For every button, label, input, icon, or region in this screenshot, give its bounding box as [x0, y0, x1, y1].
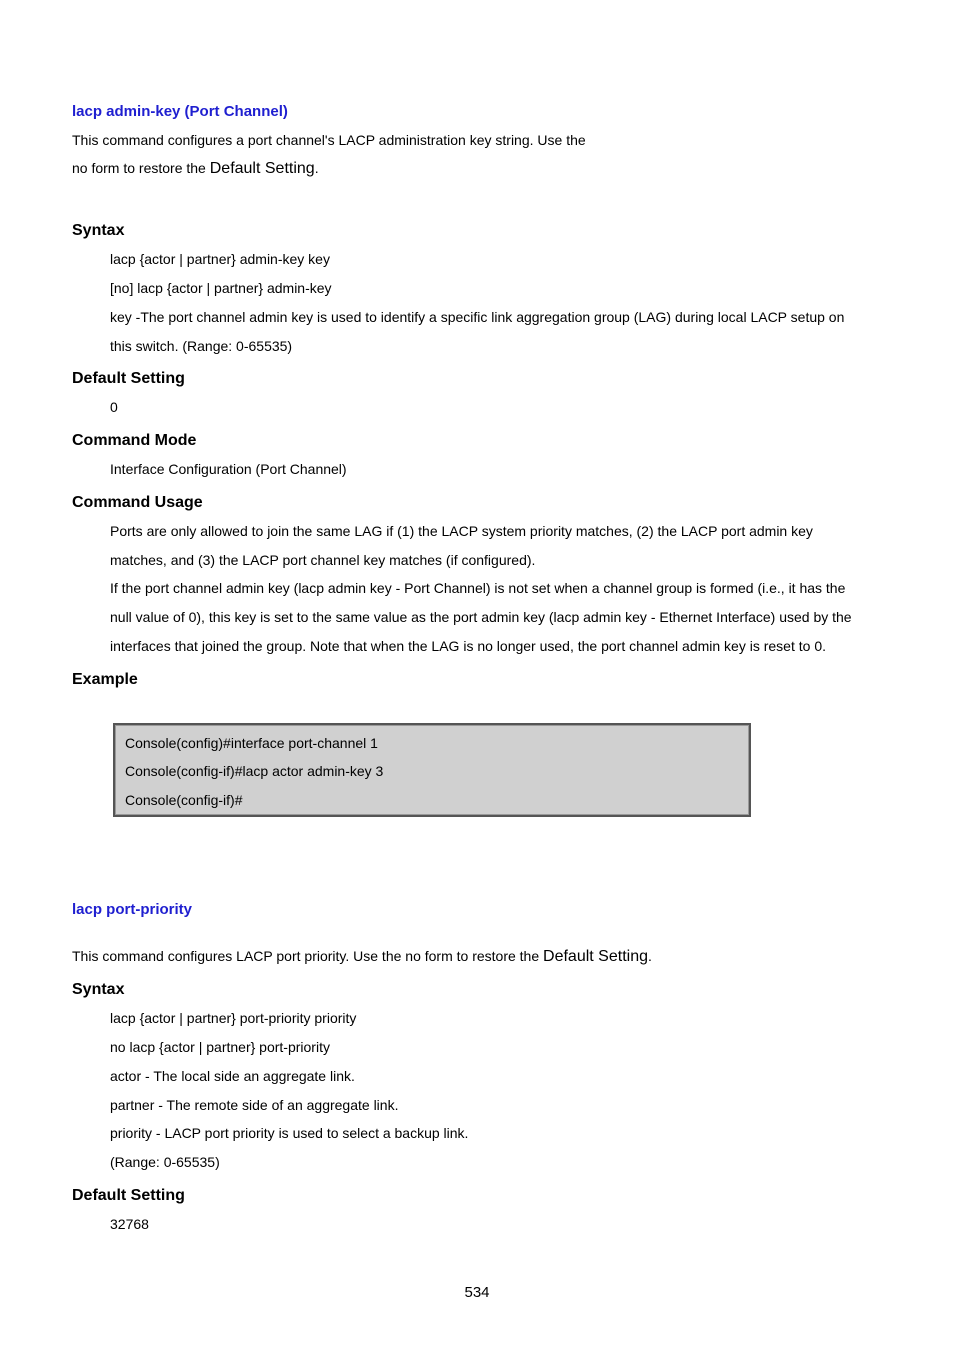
- syntax2-line-2: no lacp {actor | partner} port-priority: [110, 1039, 330, 1055]
- syntax-line-1: lacp {actor | partner} admin-key key: [110, 251, 330, 267]
- page-number: 534: [464, 1284, 490, 1301]
- usage-line-3: If the port channel admin key (lacp admin key - Port Channel) is not set when a channel group is formed (i.e., it has the: [110, 580, 846, 596]
- usage-heading: Command Usage: [72, 494, 203, 511]
- mode-heading: Command Mode: [72, 432, 197, 449]
- default-value-1: 0: [110, 399, 118, 415]
- syntax-heading-2: Syntax: [72, 981, 125, 998]
- syntax2-line-4: partner - The remote side of an aggregate link.: [110, 1097, 399, 1113]
- intro-line-2-b: Default Setting: [209, 160, 315, 177]
- intro-line-2-a: no form to restore the: [72, 160, 210, 176]
- syntax-line-2: [no] lacp {actor | partner} admin-key: [110, 280, 332, 296]
- intro-port-priority-b: Default Setting: [543, 948, 648, 965]
- intro-line-2-c: .: [314, 160, 319, 176]
- example-heading: Example: [72, 671, 138, 688]
- intro-line-1: This command configures a port channel's LACP administration key string. Use the: [72, 132, 586, 148]
- default-value-2: 32768: [110, 1216, 149, 1232]
- syntax2-line-3: actor - The local side an aggregate link.: [110, 1068, 355, 1084]
- usage-line-1: Ports are only allowed to join the same LAG if (1) the LACP system priority matches, (2) the LACP port admin key: [110, 523, 813, 539]
- default-heading-2: Default Setting: [72, 1187, 185, 1204]
- code-line-1: Console(config)#interface port-channel 1: [125, 735, 378, 751]
- syntax-line-4: this switch. (Range: 0-65535): [110, 338, 293, 354]
- intro-port-priority-c: .: [647, 948, 652, 964]
- code-line-3: Console(config-if)#: [125, 792, 243, 808]
- code-line-2: Console(config-if)#lacp actor admin-key 3: [125, 763, 384, 779]
- syntax-heading-1: Syntax: [72, 222, 125, 239]
- section-title-port-priority: lacp port-priority: [72, 901, 193, 918]
- syntax2-line-6: (Range: 0-65535): [110, 1154, 220, 1170]
- intro-port-priority: [72, 948, 652, 966]
- syntax2-line-5: priority - LACP port priority is used to select a backup link.: [110, 1125, 469, 1141]
- usage-line-2: matches, and (3) the LACP port channel key matches (if configured).: [110, 552, 536, 568]
- example-code-box: [113, 723, 751, 817]
- section-title-admin-key: lacp admin-key (Port Channel): [72, 103, 288, 120]
- usage-line-5: interfaces that joined the group. Note that when the LAG is no longer used, the port channel admin key is reset to 0.: [110, 638, 826, 654]
- usage-line-4: null value of 0), this key is set to the same value as the port admin key (lacp admin key - Ethernet Interface) used by the: [110, 609, 852, 625]
- intro-line-2: [72, 160, 319, 178]
- syntax2-line-1: lacp {actor | partner} port-priority priority: [110, 1010, 357, 1026]
- mode-value: Interface Configuration (Port Channel): [110, 461, 347, 477]
- default-heading-1: Default Setting: [72, 370, 185, 387]
- syntax-line-3: key -The port channel admin key is used to identify a specific link aggregation group (LAG) during local LACP setup on: [110, 309, 845, 325]
- intro-port-priority-a: This command configures LACP port priority. Use the no form to restore the: [72, 948, 544, 964]
